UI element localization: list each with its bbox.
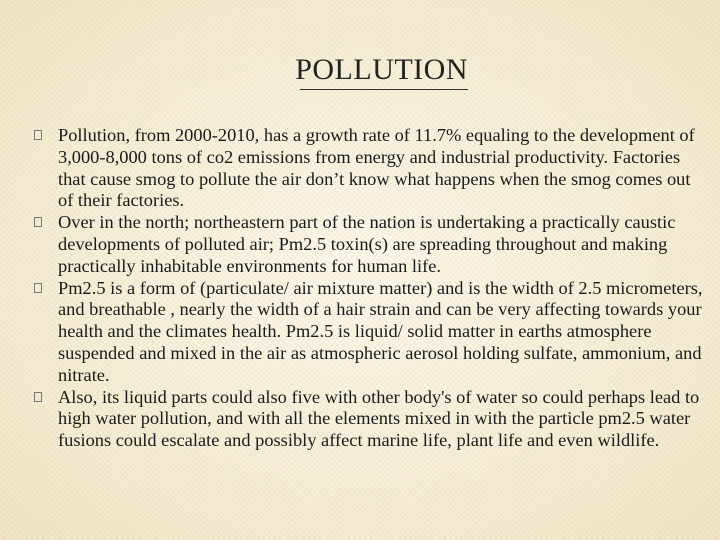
square-bullet-icon [34, 130, 42, 140]
title-underline [300, 89, 468, 90]
bullet-item-2 [34, 212, 706, 277]
bullet-item-3 [34, 278, 706, 387]
bullet-text: Also, its liquid parts could also five with other body's of water so could perhaps lead to high water pollution, and with all the elements mixed in with the particle pm2.5 water fusions could escalate and possibly affect marine life, plant life and even wildlife. [58, 386, 700, 451]
bullet-item-1 [34, 125, 706, 212]
bullet-text: Pollution, from 2000-2010, has a growth rate of 11.7% equaling to the development of 3,000-8,000 tons of co2 emissions from energy and industrial productivity. Factories that cause smog to pollute the air don’t know what happens when the smog comes out of their factories. [58, 125, 695, 211]
square-bullet-icon [34, 283, 42, 293]
square-bullet-icon [34, 217, 42, 227]
bullet-item-4 [34, 387, 706, 452]
title-area [0, 50, 720, 90]
bullet-text: Over in the north; northeastern part of the nation is undertaking a practically caustic developments of polluted air; Pm2.5 toxin(s) are spreading throughout and making practically inhabitable environments for human life. [58, 212, 676, 276]
bullet-text: Pm2.5 is a form of (particulate/ air mixture matter) and is the width of 2.5 micrometers, and breathable , nearly the width of a hair strain and can be very affecting towards your health and the climates health. Pm2.5 is liquid/ solid matter in earths atmosphere suspended and mixed in the air as atmospheric aerosol holding sulfate, ammonium, and nitrate. [58, 277, 703, 385]
slide-title: POLLUTION [295, 53, 468, 86]
bullet-list [34, 125, 706, 452]
square-bullet-icon [34, 392, 42, 402]
